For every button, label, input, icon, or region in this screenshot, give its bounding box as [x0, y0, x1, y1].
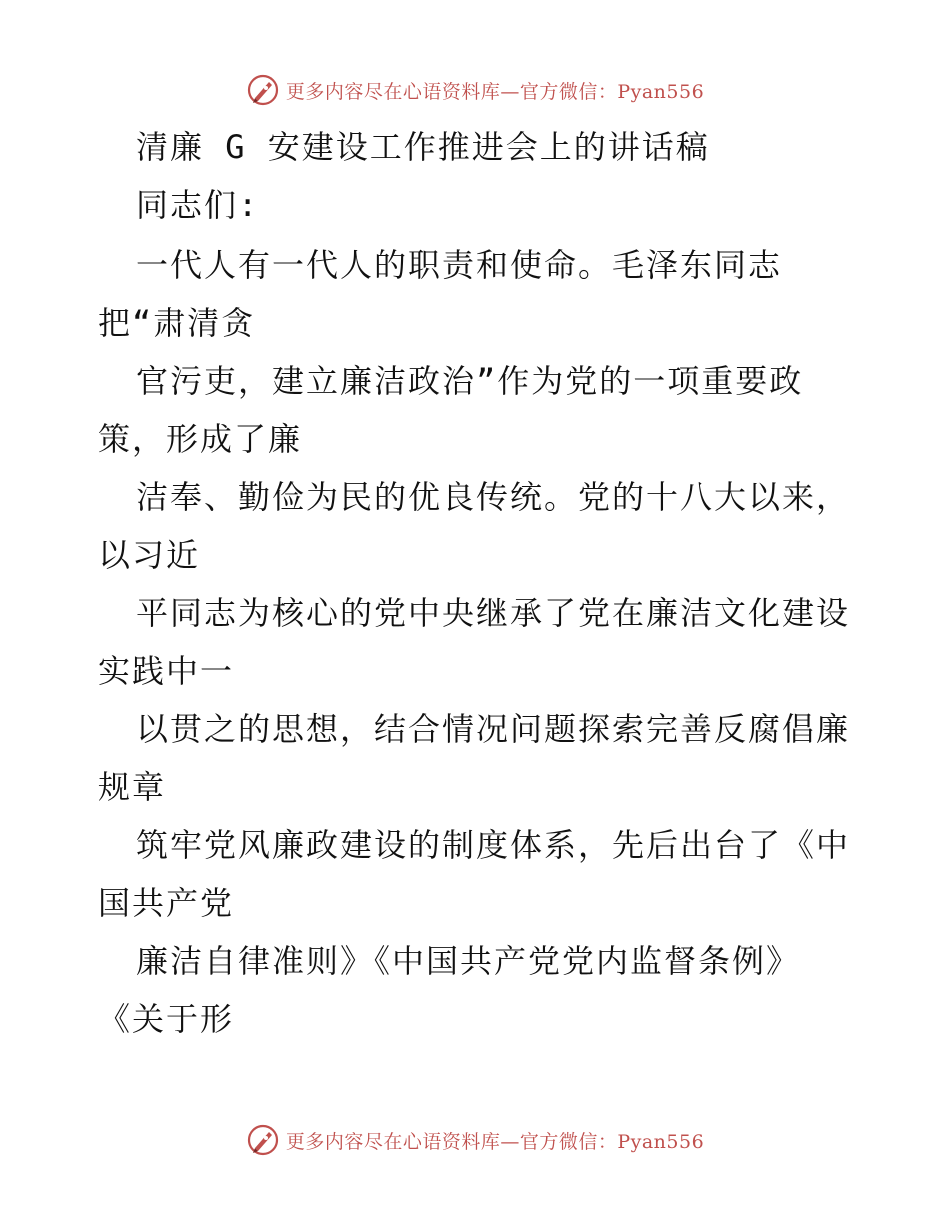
document-title: 清廉 G 安建设工作推进会上的讲话稿	[136, 128, 710, 166]
body-line: 廉洁自律准则》《中国共产党党内监督条例》	[136, 942, 801, 980]
pen-logo-icon	[246, 1123, 280, 1157]
body-line: 洁奉、勤俭为民的优良传统。党的十八大以来，	[136, 478, 851, 516]
body-line: 一代人有一代人的职责和使命。毛泽东同志	[136, 246, 783, 284]
body-line: 《关于形	[98, 1000, 235, 1038]
body-line: 规章	[98, 768, 167, 806]
body-line: 以习近	[98, 536, 201, 574]
body-line: 官污吏，建立廉洁政治”作为党的一项重要政	[136, 362, 804, 400]
footer-watermark-banner	[0, 1120, 950, 1160]
pen-logo-icon	[246, 73, 280, 107]
header-watermark-banner	[0, 70, 950, 110]
body-line: 以贯之的思想，结合情况问题探索完善反腐倡廉	[136, 710, 851, 748]
body-line: 筑牢党风廉政建设的制度体系，先后出台了《中	[136, 826, 851, 864]
body-line: 平同志为核心的党中央继承了党在廉洁文化建设	[136, 594, 851, 632]
salutation: 同志们:	[136, 186, 260, 224]
body-line: 策，形成了廉	[98, 420, 303, 458]
watermark-text: 更多内容尽在心语资料库—官方微信：Pyan556	[285, 80, 705, 103]
body-line: 把“肃清贪	[98, 304, 256, 342]
watermark-text: 更多内容尽在心语资料库—官方微信：Pyan556	[285, 1130, 705, 1153]
body-line: 国共产党	[98, 884, 235, 922]
body-line: 实践中一	[98, 652, 235, 690]
